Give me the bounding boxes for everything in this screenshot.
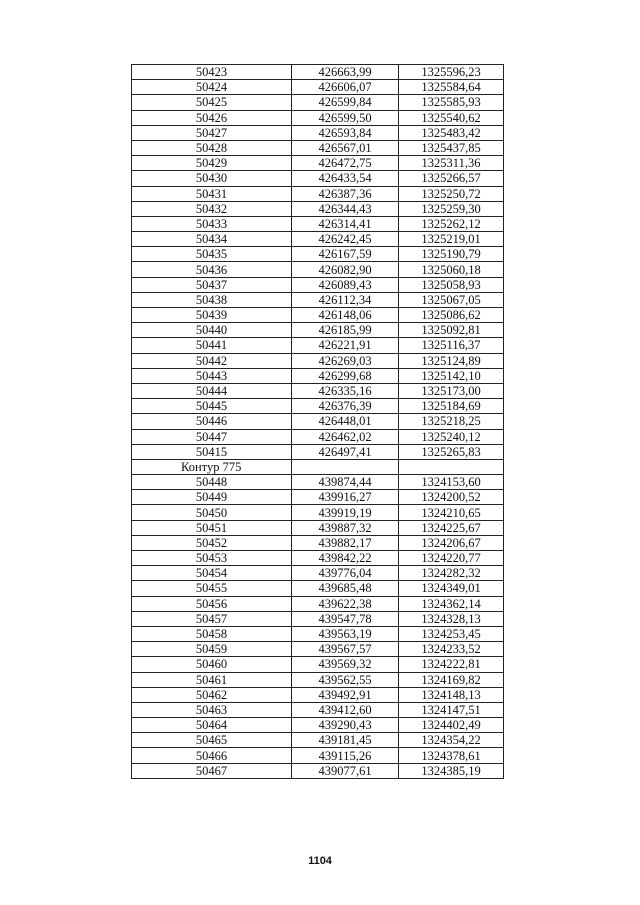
page-number: 1104 bbox=[308, 855, 332, 867]
point-number-cell: 50429 bbox=[132, 156, 292, 171]
x-coordinate-cell: 439290,43 bbox=[292, 718, 399, 733]
y-coordinate-cell: 1324169,82 bbox=[399, 672, 504, 687]
x-coordinate-cell: 426314,41 bbox=[292, 216, 399, 231]
table-row bbox=[132, 323, 504, 338]
y-coordinate-cell: 1324385,19 bbox=[399, 763, 504, 778]
table-row bbox=[132, 399, 504, 414]
y-coordinate-cell: 1324222,81 bbox=[399, 657, 504, 672]
point-number-cell: 50456 bbox=[132, 596, 292, 611]
y-coordinate-cell: 1325173,00 bbox=[399, 383, 504, 398]
y-coordinate-cell: 1325596,23 bbox=[399, 65, 504, 80]
y-coordinate-cell: 1325116,37 bbox=[399, 338, 504, 353]
x-coordinate-cell: 426497,41 bbox=[292, 444, 399, 459]
y-coordinate-cell: 1324225,67 bbox=[399, 520, 504, 535]
point-number-cell: 50460 bbox=[132, 657, 292, 672]
point-number-cell: 50449 bbox=[132, 490, 292, 505]
table-row bbox=[132, 642, 504, 657]
x-coordinate-cell: 426387,36 bbox=[292, 186, 399, 201]
table-row bbox=[132, 718, 504, 733]
x-coordinate-cell: 439887,32 bbox=[292, 520, 399, 535]
point-number-cell: 50434 bbox=[132, 232, 292, 247]
x-coordinate-cell: 426448,01 bbox=[292, 414, 399, 429]
x-coordinate-cell: 426376,39 bbox=[292, 399, 399, 414]
y-coordinate-cell: 1324147,51 bbox=[399, 702, 504, 717]
y-coordinate-cell: 1324220,77 bbox=[399, 551, 504, 566]
x-coordinate-cell: 426167,59 bbox=[292, 247, 399, 262]
table-row bbox=[132, 763, 504, 778]
point-number-cell: 50439 bbox=[132, 308, 292, 323]
table-row bbox=[132, 186, 504, 201]
point-number-cell: 50436 bbox=[132, 262, 292, 277]
section-label: Контур 775 bbox=[132, 459, 292, 474]
table-row bbox=[132, 505, 504, 520]
empty-cell bbox=[292, 459, 399, 474]
x-coordinate-cell: 439547,78 bbox=[292, 611, 399, 626]
point-number-cell: 50444 bbox=[132, 383, 292, 398]
x-coordinate-cell: 426269,03 bbox=[292, 353, 399, 368]
table-row bbox=[132, 551, 504, 566]
x-coordinate-cell: 426567,01 bbox=[292, 140, 399, 155]
y-coordinate-cell: 1325437,85 bbox=[399, 140, 504, 155]
y-coordinate-cell: 1325540,62 bbox=[399, 110, 504, 125]
y-coordinate-cell: 1325259,30 bbox=[399, 201, 504, 216]
x-coordinate-cell: 426663,99 bbox=[292, 65, 399, 80]
y-coordinate-cell: 1325142,10 bbox=[399, 368, 504, 383]
x-coordinate-cell: 426462,02 bbox=[292, 429, 399, 444]
coordinates-table-body bbox=[132, 65, 504, 779]
y-coordinate-cell: 1324328,13 bbox=[399, 611, 504, 626]
point-number-cell: 50458 bbox=[132, 626, 292, 641]
y-coordinate-cell: 1325483,42 bbox=[399, 125, 504, 140]
x-coordinate-cell: 439842,22 bbox=[292, 551, 399, 566]
point-number-cell: 50426 bbox=[132, 110, 292, 125]
x-coordinate-cell: 439412,60 bbox=[292, 702, 399, 717]
table-row bbox=[132, 262, 504, 277]
x-coordinate-cell: 426221,91 bbox=[292, 338, 399, 353]
table-row bbox=[132, 125, 504, 140]
table-row bbox=[132, 247, 504, 262]
table-row bbox=[132, 535, 504, 550]
table-row bbox=[132, 626, 504, 641]
x-coordinate-cell: 426242,45 bbox=[292, 232, 399, 247]
y-coordinate-cell: 1325240,12 bbox=[399, 429, 504, 444]
y-coordinate-cell: 1324200,52 bbox=[399, 490, 504, 505]
point-number-cell: 50455 bbox=[132, 581, 292, 596]
table-row bbox=[132, 277, 504, 292]
table-row bbox=[132, 232, 504, 247]
point-number-cell: 50428 bbox=[132, 140, 292, 155]
y-coordinate-cell: 1324378,61 bbox=[399, 748, 504, 763]
y-coordinate-cell: 1325219,01 bbox=[399, 232, 504, 247]
x-coordinate-cell: 426472,75 bbox=[292, 156, 399, 171]
section-row bbox=[132, 459, 504, 474]
y-coordinate-cell: 1325584,64 bbox=[399, 80, 504, 95]
x-coordinate-cell: 426599,50 bbox=[292, 110, 399, 125]
x-coordinate-cell: 439569,32 bbox=[292, 657, 399, 672]
x-coordinate-cell: 426112,34 bbox=[292, 292, 399, 307]
table-row bbox=[132, 490, 504, 505]
table-row bbox=[132, 353, 504, 368]
table-row bbox=[132, 156, 504, 171]
x-coordinate-cell: 426082,90 bbox=[292, 262, 399, 277]
y-coordinate-cell: 1325067,05 bbox=[399, 292, 504, 307]
table-row bbox=[132, 429, 504, 444]
table-row bbox=[132, 110, 504, 125]
table-row bbox=[132, 702, 504, 717]
y-coordinate-cell: 1325060,18 bbox=[399, 262, 504, 277]
y-coordinate-cell: 1325266,57 bbox=[399, 171, 504, 186]
table-row bbox=[132, 140, 504, 155]
x-coordinate-cell: 439622,38 bbox=[292, 596, 399, 611]
x-coordinate-cell: 426089,43 bbox=[292, 277, 399, 292]
x-coordinate-cell: 439882,17 bbox=[292, 535, 399, 550]
y-coordinate-cell: 1324282,32 bbox=[399, 566, 504, 581]
y-coordinate-cell: 1325184,69 bbox=[399, 399, 504, 414]
x-coordinate-cell: 426433,54 bbox=[292, 171, 399, 186]
x-coordinate-cell: 439567,57 bbox=[292, 642, 399, 657]
x-coordinate-cell: 426606,07 bbox=[292, 80, 399, 95]
y-coordinate-cell: 1324354,22 bbox=[399, 733, 504, 748]
x-coordinate-cell: 439492,91 bbox=[292, 687, 399, 702]
point-number-cell: 50457 bbox=[132, 611, 292, 626]
point-number-cell: 50465 bbox=[132, 733, 292, 748]
point-number-cell: 50415 bbox=[132, 444, 292, 459]
point-number-cell: 50467 bbox=[132, 763, 292, 778]
table-row bbox=[132, 657, 504, 672]
x-coordinate-cell: 439685,48 bbox=[292, 581, 399, 596]
point-number-cell: 50435 bbox=[132, 247, 292, 262]
point-number-cell: 50440 bbox=[132, 323, 292, 338]
table-row bbox=[132, 581, 504, 596]
x-coordinate-cell: 439563,19 bbox=[292, 626, 399, 641]
point-number-cell: 50464 bbox=[132, 718, 292, 733]
y-coordinate-cell: 1324148,13 bbox=[399, 687, 504, 702]
point-number-cell: 50424 bbox=[132, 80, 292, 95]
point-number-cell: 50452 bbox=[132, 535, 292, 550]
table-row bbox=[132, 308, 504, 323]
table-row bbox=[132, 201, 504, 216]
point-number-cell: 50461 bbox=[132, 672, 292, 687]
x-coordinate-cell: 439919,19 bbox=[292, 505, 399, 520]
point-number-cell: 50433 bbox=[132, 216, 292, 231]
table-row bbox=[132, 748, 504, 763]
x-coordinate-cell: 439077,61 bbox=[292, 763, 399, 778]
x-coordinate-cell: 439562,55 bbox=[292, 672, 399, 687]
point-number-cell: 50443 bbox=[132, 368, 292, 383]
y-coordinate-cell: 1325265,83 bbox=[399, 444, 504, 459]
y-coordinate-cell: 1324210,65 bbox=[399, 505, 504, 520]
point-number-cell: 50446 bbox=[132, 414, 292, 429]
x-coordinate-cell: 439115,26 bbox=[292, 748, 399, 763]
x-coordinate-cell: 439776,04 bbox=[292, 566, 399, 581]
y-coordinate-cell: 1325250,72 bbox=[399, 186, 504, 201]
y-coordinate-cell: 1325585,93 bbox=[399, 95, 504, 110]
y-coordinate-cell: 1325311,36 bbox=[399, 156, 504, 171]
table-row bbox=[132, 444, 504, 459]
point-number-cell: 50448 bbox=[132, 475, 292, 490]
table-row bbox=[132, 216, 504, 231]
table-row bbox=[132, 292, 504, 307]
table-row bbox=[132, 368, 504, 383]
point-number-cell: 50442 bbox=[132, 353, 292, 368]
table-row bbox=[132, 171, 504, 186]
y-coordinate-cell: 1324402,49 bbox=[399, 718, 504, 733]
y-coordinate-cell: 1324153,60 bbox=[399, 475, 504, 490]
point-number-cell: 50437 bbox=[132, 277, 292, 292]
point-number-cell: 50447 bbox=[132, 429, 292, 444]
x-coordinate-cell: 439916,27 bbox=[292, 490, 399, 505]
x-coordinate-cell: 426599,84 bbox=[292, 95, 399, 110]
table-row bbox=[132, 611, 504, 626]
table-row bbox=[132, 414, 504, 429]
y-coordinate-cell: 1324362,14 bbox=[399, 596, 504, 611]
table-row bbox=[132, 733, 504, 748]
table-row bbox=[132, 520, 504, 535]
point-number-cell: 50450 bbox=[132, 505, 292, 520]
point-number-cell: 50463 bbox=[132, 702, 292, 717]
point-number-cell: 50466 bbox=[132, 748, 292, 763]
y-coordinate-cell: 1325190,79 bbox=[399, 247, 504, 262]
point-number-cell: 50451 bbox=[132, 520, 292, 535]
x-coordinate-cell: 426344,43 bbox=[292, 201, 399, 216]
empty-cell bbox=[399, 459, 504, 474]
point-number-cell: 50430 bbox=[132, 171, 292, 186]
point-number-cell: 50438 bbox=[132, 292, 292, 307]
table-row bbox=[132, 338, 504, 353]
table-row bbox=[132, 672, 504, 687]
table-row bbox=[132, 475, 504, 490]
point-number-cell: 50453 bbox=[132, 551, 292, 566]
y-coordinate-cell: 1324233,52 bbox=[399, 642, 504, 657]
point-number-cell: 50432 bbox=[132, 201, 292, 216]
point-number-cell: 50423 bbox=[132, 65, 292, 80]
table-row bbox=[132, 95, 504, 110]
y-coordinate-cell: 1325218,25 bbox=[399, 414, 504, 429]
point-number-cell: 50445 bbox=[132, 399, 292, 414]
x-coordinate-cell: 426335,16 bbox=[292, 383, 399, 398]
point-number-cell: 50462 bbox=[132, 687, 292, 702]
point-number-cell: 50425 bbox=[132, 95, 292, 110]
y-coordinate-cell: 1324349,01 bbox=[399, 581, 504, 596]
x-coordinate-cell: 426299,68 bbox=[292, 368, 399, 383]
y-coordinate-cell: 1325124,89 bbox=[399, 353, 504, 368]
table-row bbox=[132, 80, 504, 95]
point-number-cell: 50427 bbox=[132, 125, 292, 140]
point-number-cell: 50431 bbox=[132, 186, 292, 201]
point-number-cell: 50441 bbox=[132, 338, 292, 353]
table-row bbox=[132, 566, 504, 581]
y-coordinate-cell: 1324253,45 bbox=[399, 626, 504, 641]
y-coordinate-cell: 1325058,93 bbox=[399, 277, 504, 292]
coordinates-table bbox=[131, 64, 504, 779]
table-row bbox=[132, 383, 504, 398]
x-coordinate-cell: 439181,45 bbox=[292, 733, 399, 748]
table-row bbox=[132, 65, 504, 80]
point-number-cell: 50454 bbox=[132, 566, 292, 581]
x-coordinate-cell: 426185,99 bbox=[292, 323, 399, 338]
y-coordinate-cell: 1324206,67 bbox=[399, 535, 504, 550]
x-coordinate-cell: 439874,44 bbox=[292, 475, 399, 490]
x-coordinate-cell: 426148,06 bbox=[292, 308, 399, 323]
y-coordinate-cell: 1325086,62 bbox=[399, 308, 504, 323]
point-number-cell: 50459 bbox=[132, 642, 292, 657]
x-coordinate-cell: 426593,84 bbox=[292, 125, 399, 140]
y-coordinate-cell: 1325092,81 bbox=[399, 323, 504, 338]
table-row bbox=[132, 687, 504, 702]
y-coordinate-cell: 1325262,12 bbox=[399, 216, 504, 231]
table-row bbox=[132, 596, 504, 611]
